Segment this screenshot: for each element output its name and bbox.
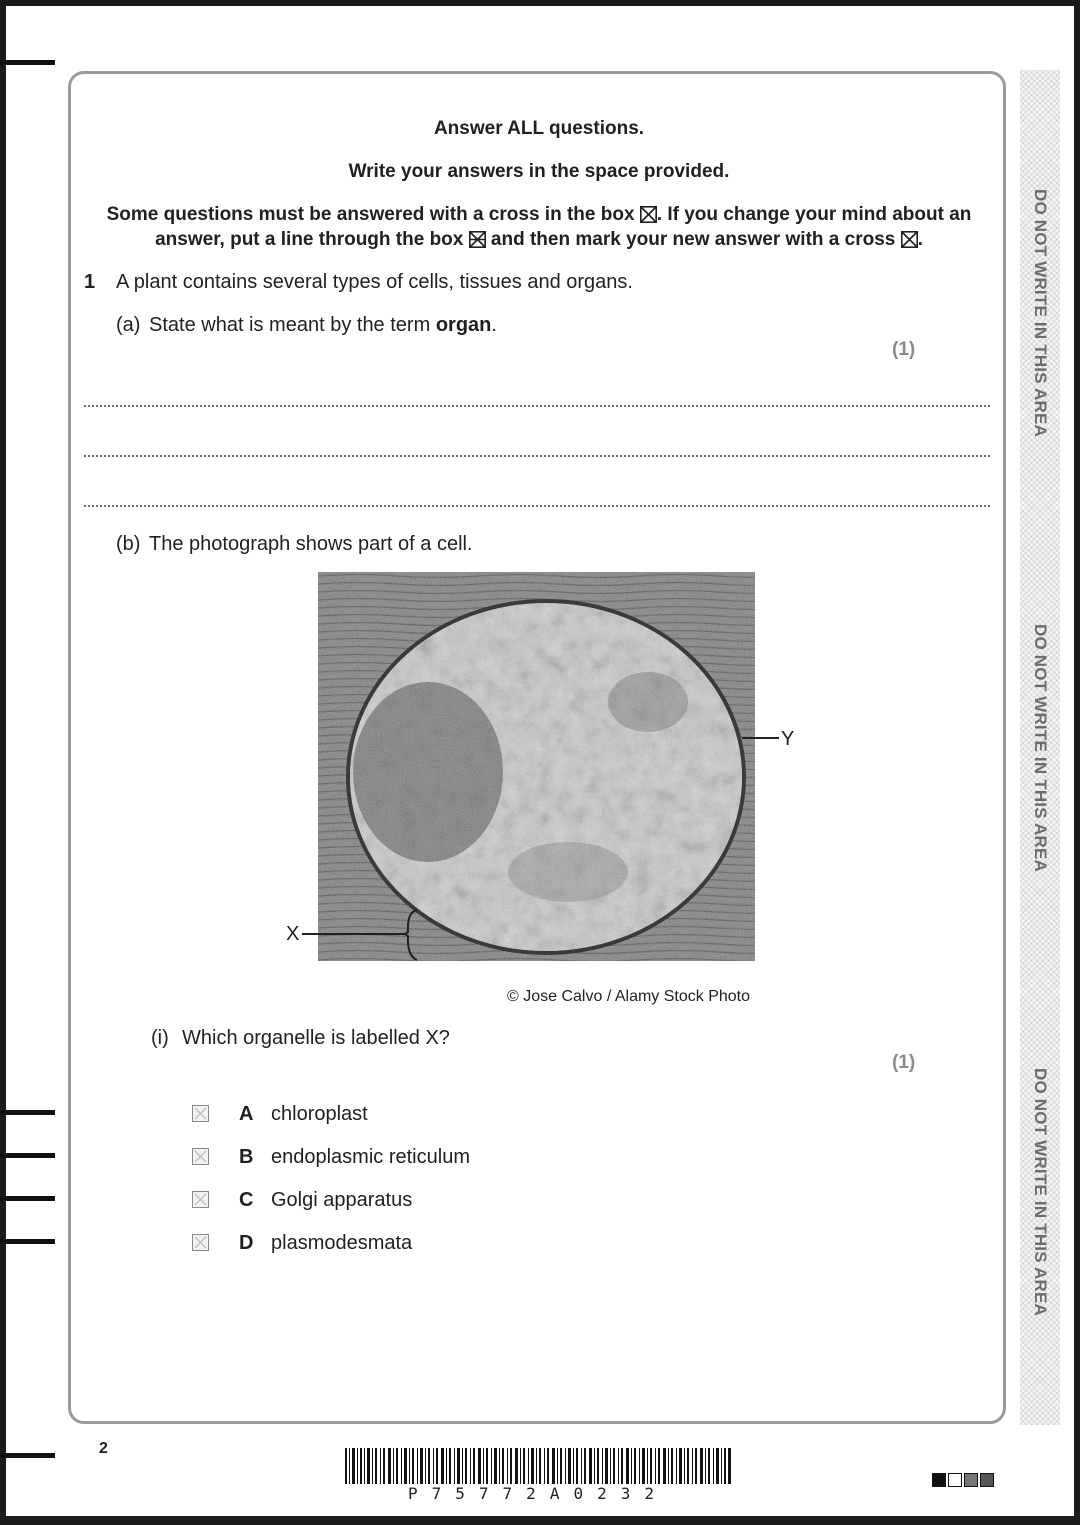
registration-mark: [0, 1453, 55, 1458]
page-indicator-square: [964, 1473, 978, 1487]
part-b-label: (b): [116, 533, 141, 555]
instruction-write-space: Write your answers in the space provided.: [348, 161, 730, 182]
label-x: X: [286, 923, 300, 945]
answer-line[interactable]: [84, 455, 990, 457]
part-a-text: State what is meant by the term organ.: [149, 314, 497, 336]
label-x-line: [302, 933, 405, 935]
barcode-text: P75772A0232: [408, 1484, 668, 1503]
option-b-letter: B: [239, 1146, 254, 1168]
option-b-checkbox[interactable]: [192, 1148, 209, 1165]
option-d-checkbox[interactable]: [192, 1234, 209, 1251]
margin-warning: DO NOT WRITE IN THIS AREA: [1031, 188, 1050, 438]
registration-mark: [0, 60, 55, 65]
registration-mark: [0, 1153, 55, 1158]
page-indicator-square: [948, 1473, 962, 1487]
part-b-text: The photograph shows part of a cell.: [149, 533, 473, 555]
registration-mark: [0, 1239, 55, 1244]
part-i-label: (i): [151, 1027, 169, 1049]
answer-line[interactable]: [84, 405, 990, 407]
question-number: 1: [84, 271, 96, 293]
page-indicator-square: [980, 1473, 994, 1487]
instruction-change-mind: answer, put a line through the box and then mark your new answer with a cross .: [155, 229, 923, 250]
question-stem: A plant contains several types of cells, tissues and organs.: [116, 271, 633, 293]
answer-line[interactable]: [84, 505, 990, 507]
margin-warning: DO NOT WRITE IN THIS AREA: [1031, 623, 1050, 873]
part-i-marks: (1): [892, 1052, 916, 1073]
option-c-checkbox[interactable]: [192, 1191, 209, 1208]
part-a-marks: (1): [892, 339, 916, 360]
option-c-text: Golgi apparatus: [271, 1189, 413, 1211]
label-y-line: [742, 737, 779, 739]
option-d-text: plasmodesmata: [271, 1232, 413, 1254]
option-a-checkbox[interactable]: [192, 1105, 209, 1122]
barcode: [345, 1448, 731, 1484]
option-c-letter: C: [239, 1189, 254, 1211]
part-a-label: (a): [116, 314, 141, 336]
crossed-box-icon: [640, 206, 657, 223]
instruction-cross-box: Some questions must be answered with a cross in the box . If you change your mind about an: [106, 204, 972, 225]
struck-crossed-box-icon: [469, 231, 486, 248]
registration-mark: [0, 1196, 55, 1201]
instruction-answer-all: Answer ALL questions.: [433, 118, 645, 139]
option-b-text: endoplasmic reticulum: [271, 1146, 470, 1168]
crossed-box-icon: [901, 231, 918, 248]
photo-credit: © Jose Calvo / Alamy Stock Photo: [507, 988, 751, 1005]
part-i-text: Which organelle is labelled X?: [182, 1027, 450, 1049]
page-indicator-square: [932, 1473, 946, 1487]
option-a-letter: A: [239, 1103, 254, 1125]
label-y: Y: [781, 728, 795, 750]
registration-mark: [0, 1110, 55, 1115]
cell-micrograph: [318, 572, 755, 961]
option-a-text: chloroplast: [271, 1103, 368, 1125]
label-x-bracket: [402, 908, 422, 962]
margin-warning: DO NOT WRITE IN THIS AREA: [1031, 1067, 1050, 1317]
page-number: 2: [99, 1440, 108, 1457]
option-d-letter: D: [239, 1232, 254, 1254]
